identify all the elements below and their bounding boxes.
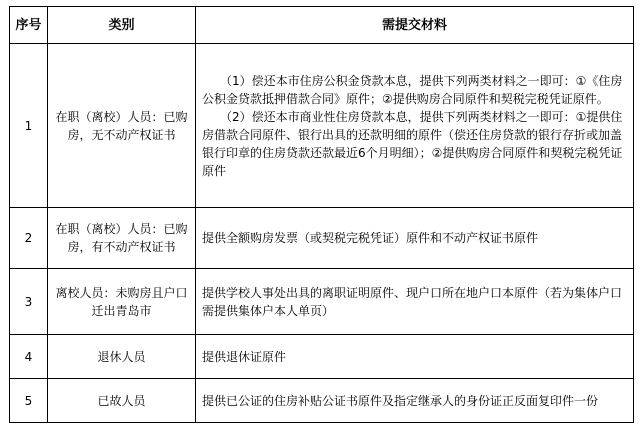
row-category: 退休人员 [48, 335, 196, 379]
table-row [10, 44, 634, 208]
row-category: 在职（离校）人员：已购房，无不动产权证书 [48, 44, 196, 208]
table-row [10, 379, 634, 423]
row-category: 离校人员：未购房且户口迁出青岛市 [48, 269, 196, 335]
materials-paragraph: （1）偿还本市住房公积金贷款本息，提供下列两类材料之一即可：①《住房公积金贷款抵押借款合同》原件；②提供购房合同原件和契税完税凭证原件。 [202, 73, 623, 106]
row-category: 在职（离校）人员：已购房，有不动产权证书 [48, 208, 196, 269]
materials-paragraph: 提供全额购房发票（或契税完税凭证）原件和不动产权证书原件 [202, 231, 539, 245]
row-materials [196, 44, 634, 208]
header-category: 类别 [48, 7, 196, 44]
materials-paragraph: 提供退休证原件 [202, 349, 287, 364]
table-row [10, 335, 634, 379]
materials-paragraph: （2）偿还本市商业性住房贷款本息，提供下列两类材料之一即可：①提供住房借款合同原件、银行出具的还款明细的原件（偿还住房贷款的银行存折或加盖银行印章的住房贷款还款最近6个月明细）；②提供购房合同原件和契税完税凭证原件 [202, 109, 623, 178]
row-category: 已故人员 [48, 379, 196, 423]
materials-paragraph: 提供学校人事处出具的离职证明原件、现户口所在地户口本原件（若为集体户口需提供集体户本人单页） [202, 285, 623, 318]
table-row [10, 269, 634, 335]
materials-paragraph: 提供已公证的住房补贴公证书原件及指定继承人的身份证正反面复印件一份 [202, 393, 599, 408]
header-number: 序号 [10, 7, 48, 44]
header-materials: 需提交材料 [196, 7, 634, 44]
row-materials [196, 269, 634, 335]
row-materials [196, 208, 634, 269]
table-row [10, 208, 634, 269]
row-materials [196, 335, 634, 379]
row-number: 3 [10, 269, 48, 335]
row-number: 4 [10, 335, 48, 379]
row-number: 5 [10, 379, 48, 423]
row-number: 1 [10, 44, 48, 208]
materials-table [9, 6, 634, 423]
row-materials [196, 379, 634, 423]
header-row [10, 7, 634, 44]
row-number: 2 [10, 208, 48, 269]
